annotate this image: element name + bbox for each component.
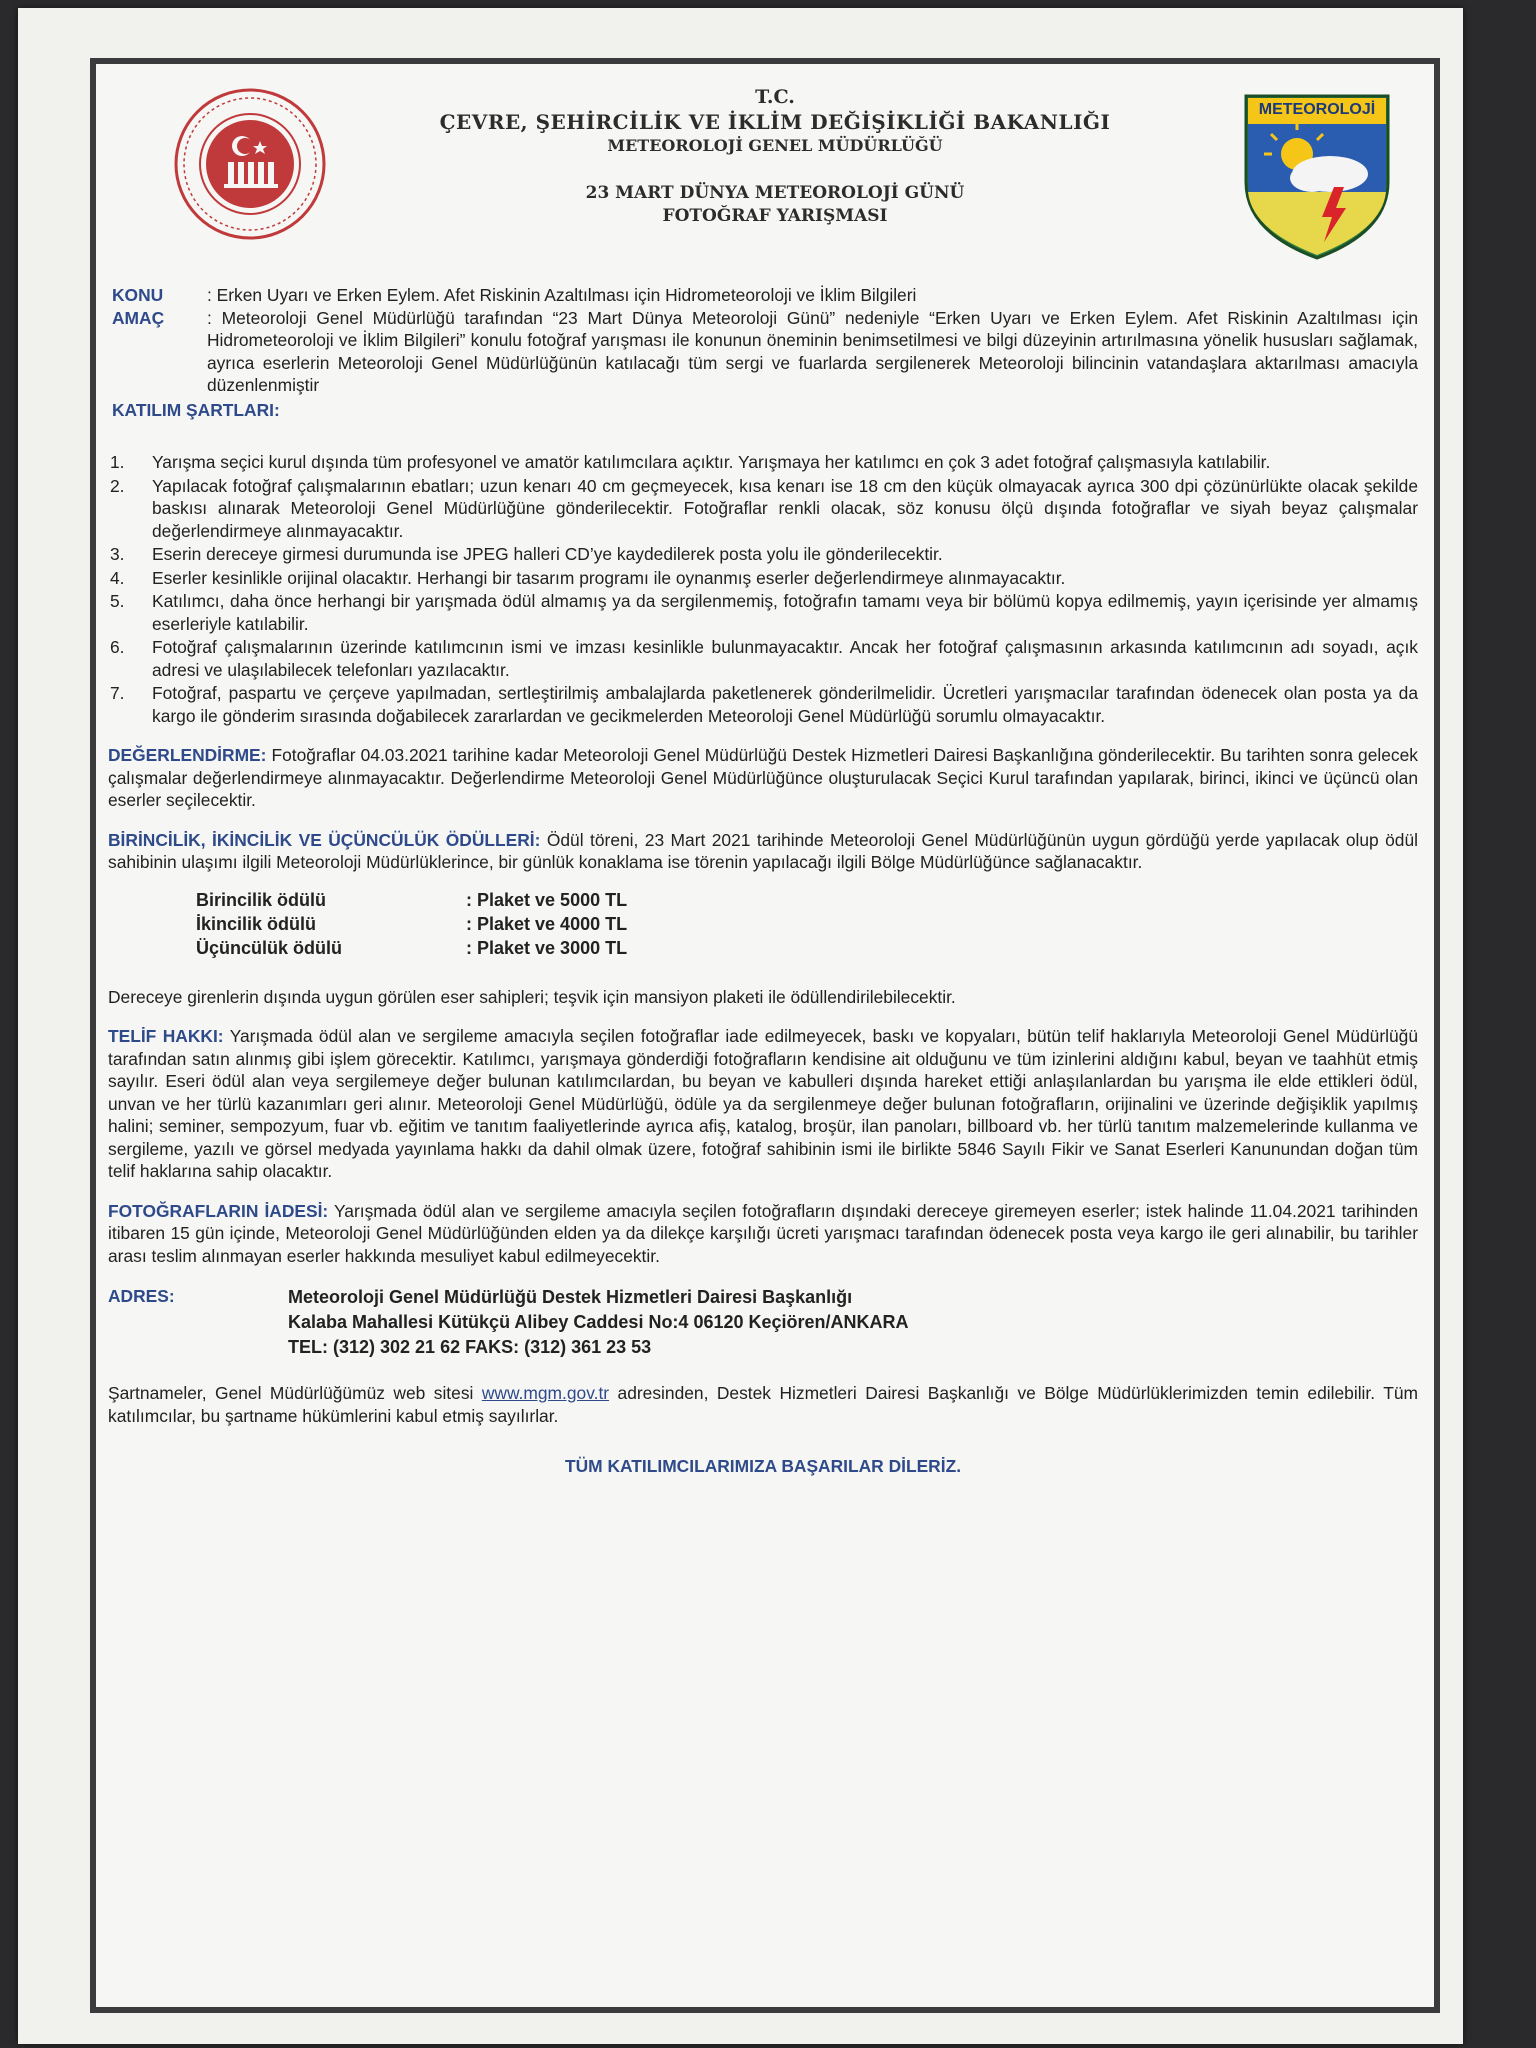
- telif-title: TELİF HAKKI:: [108, 1026, 224, 1046]
- item-text: Katılımcı, daha önce herhangi bir yarışmada ödül almamış ya da sergilenmemiş, fotoğrafın tamamı veya bir bölümü kopya edilmemiş, yayın içerisinde yer almamış eserleriyle katılabilir.: [152, 591, 1418, 634]
- item-text: Yarışma seçici kurul dışında tüm profesyonel ve amatör katılımcılara açıktır. Yarışmaya her katılımcı en çok 3 adet fotoğraf çalışmasıyla katılabilir.: [152, 452, 1271, 472]
- konu-row: [108, 284, 1418, 307]
- document-header: [346, 64, 1204, 226]
- katilim-item: [108, 636, 1418, 681]
- address-label: ADRES:: [108, 1286, 175, 1306]
- website-link[interactable]: www.mgm.gov.tr: [481, 1383, 610, 1403]
- item-text: Fotoğraf, paspartu ve çerçeve yapılmadan, sertleştirilmiş ambalajlarda paketlenerek gönderilmelidir. Ücretleri yarışmacılar tarafından ödenecek olan posta ya da kargo ile gönderim sırasında doğabilecek zararlardan ve gecikmelerden Meteoroloji Genel Müdürlüğü sorumlu olmayacaktır.: [152, 683, 1418, 726]
- iade-section: [108, 1200, 1418, 1268]
- prize-value: : Plaket ve 5000 TL: [466, 889, 628, 910]
- prize-row: [196, 888, 1418, 912]
- header-event: 23 MART DÜNYA METEOROLOJİ GÜNÜ: [585, 183, 965, 203]
- item-text: Eserin dereceye girmesi durumunda ise JPEG halleri CD’ye kaydedilerek posta yolu ile gönderilecektir.: [152, 544, 943, 564]
- item-number: 1.: [110, 452, 125, 472]
- amac-row: [108, 307, 1418, 397]
- prize-name: Birincilik ödülü: [196, 889, 327, 910]
- telif-text: Yarışmada ödül alan ve sergileme amacıyla seçilen fotoğraflar iade edilmeyecek, baskı ve kopyaları, bütün telif haklarıyla Meteoroloji Genel Müdürlüğü tarafından satın alınmış gibi işlem görecektir. Katılımcı, yarışmaya gönderdiği fotoğrafların kendisine ait olduğunu ve tüm izinlerini aldığını kabul, beyan ve taahhüt etmiş sayılır. Eseri ödül alan veya sergilemeye değer bulunan katılımcılardan, bu beyan ve kabulleri dışında hareket ettiği anlaşılanlardan bu yarışma ile elde ettikleri ödül, unvan ve her türlü kazanımları geri alınır. Meteoroloji Genel Müdürlüğü, ödüle ya da sergilenmeye değer bulunan fotoğrafların, orijinalini ve üzerinde değişiklik yapılmış halini; seminer, sempozyum, fuar vb. eğitim ve tanıtım faaliyetlerinde ayrıca afiş, katalog, broşür, ilan panoları, billboard vb. her türlü tanıtım malzemelerinde kullanma ve sergileme, yazılı ve görsel medyada yayınlama hakkı da dahil olmak üzere, fotoğraf sahibinin ismi ile birlikte 5846 Sayılı Fikir ve Sanat Eserleri Kanunundan doğan tüm telif haklarına sahip olacaktır.: [108, 1026, 1419, 1181]
- katilim-list: [108, 451, 1418, 727]
- prize-value: : Plaket ve 4000 TL: [466, 913, 628, 934]
- item-text: Eserler kesinlikle orijinal olacaktır. Herhangi bir tasarım programı ile oynanmış eserler değerlendirmeye alınmayacaktır.: [152, 567, 1066, 588]
- amac-label: AMAÇ: [112, 307, 165, 328]
- address-lines: [288, 1285, 909, 1360]
- prize-name: Üçüncülük ödülü: [196, 937, 342, 958]
- address-line: Kalaba Mahallesi Kütükçü Alibey Caddesi No:4 06120 Keçiören/ANKARA: [288, 1312, 909, 1332]
- header-contest: FOTOĞRAF YARIŞMASI: [662, 206, 888, 226]
- katilim-item: [108, 567, 1418, 590]
- document-body: [108, 284, 1418, 1478]
- item-number: 2.: [110, 475, 125, 496]
- header-directorate: METEOROLOJİ GENEL MÜDÜRLÜĞÜ: [607, 136, 943, 155]
- sartname-post: adresinden, Destek Hizmetleri Dairesi Başkanlığı ve Bölge Müdürlüklerimizden temin edilebilir. Tüm katılımcılar, bu şartname hükümlerini kabul etmiş sayılırlar.: [108, 1383, 1419, 1426]
- header-ministry: ÇEVRE, ŞEHİRCİLİK VE İKLİM DEĞİŞİKLİĞİ BAKANLIĞI: [439, 110, 1111, 134]
- logo-text: METEOROLOJİ: [1258, 101, 1376, 118]
- item-number: 4.: [110, 567, 125, 588]
- degerlendirme-title: DEĞERLENDİRME:: [108, 745, 267, 765]
- konu-text: : Erken Uyarı ve Erken Eylem. Afet Riskinin Azaltılması için Hidrometeoroloji ve İklim Bilgileri: [207, 285, 917, 305]
- item-number: 3.: [110, 544, 125, 564]
- katilim-item: [108, 451, 1418, 474]
- katilim-item: [108, 543, 1418, 566]
- sartname-pre: Şartnameler, Genel Müdürlüğümüz web sitesi: [108, 1383, 482, 1403]
- degerlendirme-section: [108, 744, 1418, 812]
- oduller-section: [108, 829, 1418, 874]
- item-text: Yapılacak fotoğraf çalışmalarının ebatları; uzun kenarı 40 cm geçmeyecek, kısa kenarı ise 18 cm den küçük olmayacak ayrıca 300 dpi çözünürlükte olacak şekilde baskısı alınarak Meteoroloji Genel Müdürlüğüne gönderilecektir. Fotoğraflar renkli olacak, söz konusu ölçü dışında fotoğraflar ve siyah beyaz çalışmalar değerlendirmeye alınmayacaktır.: [152, 475, 1418, 541]
- iade-title: FOTOĞRAFLARIN İADESİ:: [108, 1200, 329, 1221]
- address-phone: TEL: (312) 302 21 62 FAKS: (312) 361 23 53: [288, 1337, 652, 1357]
- document-frame: [90, 58, 1440, 2013]
- prize-row: [196, 936, 1418, 960]
- paper-sheet: [18, 8, 1463, 2044]
- item-number: 6.: [110, 637, 125, 657]
- prize-list: [196, 888, 1418, 960]
- address-block: [108, 1285, 1418, 1360]
- katilim-item: [108, 475, 1418, 543]
- katilim-title: KATILIM ŞARTLARI:: [112, 399, 280, 420]
- katilim-item: [108, 682, 1418, 727]
- oduller-title: BİRİNCİLİK, İKİNCİLİK VE ÜÇÜNCÜLÜK ÖDÜLLERİ:: [108, 829, 541, 850]
- item-number: 7.: [110, 683, 125, 703]
- mansiyon-note: Dereceye girenlerin dışında uygun görülen eser sahipleri; teşvik için mansiyon plaketi ile ödüllendirilebilecektir.: [108, 986, 956, 1007]
- sartname-note: [108, 1382, 1418, 1427]
- item-number: 5.: [110, 591, 125, 611]
- meteoroloji-logo: [1242, 92, 1392, 262]
- ministry-seal-icon: [172, 86, 328, 242]
- address-line: Meteoroloji Genel Müdürlüğü Destek Hizmetleri Dairesi Başkanlığı: [288, 1287, 853, 1307]
- katilim-item: [108, 590, 1418, 635]
- konu-label: KONU: [112, 285, 164, 305]
- header-tc: T.C.: [755, 86, 795, 108]
- degerlendirme-text: Fotoğraflar 04.03.2021 tarihine kadar Meteoroloji Genel Müdürlüğü Destek Hizmetleri Dairesi Başkanlığına gönderilecektir. Bu tarihten sonra gelecek çalışmalar değerlendirmeye alınmayacaktır. Değerlendirme Meteoroloji Genel Müdürlüğünce oluşturulacak Seçici Kurul tarafından yapılarak, birinci, ikinci ve üçüncü olan eserler seçilecektir.: [108, 745, 1418, 810]
- prize-value: : Plaket ve 3000 TL: [466, 937, 628, 958]
- closing-message: TÜM KATILIMCILARIMIZA BAŞARILAR DİLERİZ.: [564, 1456, 962, 1476]
- item-text: Fotoğraf çalışmalarının üzerinde katılımcının ismi ve imzası kesinlikle bulunmayacaktır. Ancak her fotoğraf çalışmasının arkasında katılımcının adı soyadı, açık adresi ve ulaşılabilecek telefonları yazılacaktır.: [152, 637, 1418, 680]
- amac-text: : Meteoroloji Genel Müdürlüğü tarafından “23 Mart Dünya Meteoroloji Günü” nedeniyle “Erken Uyarı ve Erken Eylem. Afet Riskinin Azaltılması için Hidrometeoroloji ve İklim Bilgileri” konulu fotoğraf yarışması ile konunun öneminin benimsetilmesi ve bilgi düzeyinin artırılmasına yönelik hususları sağlamak, ayrıca eserlerin Meteoroloji Genel Müdürlüğünün katılacağı tüm sergi ve fuarlarda sergilenerek Meteoroloji bilincinin vatandaşlara aktarılması amacıyla düzenlenmiştir: [207, 307, 1418, 395]
- prize-row: [196, 912, 1418, 936]
- prize-name: İkincilik ödülü: [196, 913, 317, 934]
- iade-text: Yarışmada ödül alan ve sergileme amacıyla seçilen fotoğrafların dışındaki dereceye giremeyen eserler; istek halinde 11.04.2021 tarihinden itibaren 15 gün içinde, Meteoroloji Genel Müdürlüğünden elden ya da dilekçe karşılığı ücreti yarışmacı tarafından ödenecek posta veya kargo ile geri alınabilir, bu tarihler arası teslim alınmayan eserler hakkında mesuliyet kabul edilmeyecektir.: [108, 1200, 1418, 1266]
- telif-section: [108, 1025, 1418, 1183]
- oduller-text: Ödül töreni, 23 Mart 2021 tarihinde Meteoroloji Genel Müdürlüğünün uygun gördüğü yerde yapılacak olup ödül sahibinin ulaşımı ilgili Meteoroloji Müdürlüklerince, bir günlük konaklama ise törenin yapılacağı ilgili Bölge Müdürlüğünce sağlanacaktır.: [108, 829, 1418, 872]
